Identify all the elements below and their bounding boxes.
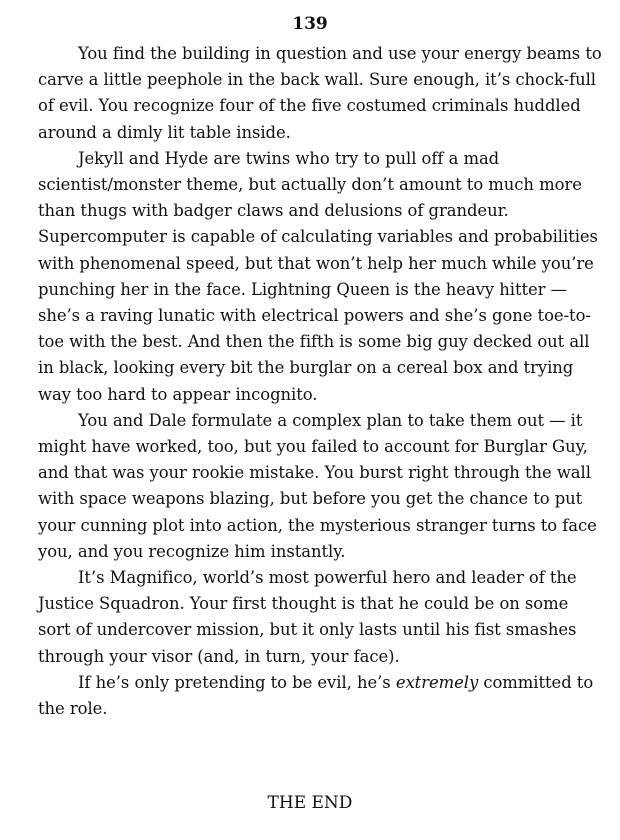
the-end-label: THE END [267, 793, 353, 813]
final-paragraph [38, 670, 604, 722]
final-paragraph-start: If he’s only pretending to be evil, he’s [78, 672, 396, 692]
page-number: 139 [292, 14, 328, 34]
paragraph: You and Dale formulate a complex plan to take them out — it might have worked, too, but you failed to account for Burglar Guy, and that was your rookie mistake. You burst right through the wall with space weapons blazing, but before you get the chance to put your cunning plot into action, the mysterious stranger turns to face you, and you recognize him instantly. [38, 410, 597, 561]
final-paragraph-end: committed to the role. [38, 672, 594, 719]
emphasized-word: extremely [395, 672, 479, 692]
paragraph: You find the building in question and use your energy beams to carve a little peephole in the back wall. Sure enough, it’s chock-full of evil. You recognize four of the five costumed criminals huddled around a dimly lit table inside. [38, 44, 602, 142]
paragraph: It’s Magnifico, world’s most powerful hero and leader of the Justice Squadron. Your first thought is that he could be on some sort of undercover mission, but it only lasts until his fist smashes through your visor (and, in turn, your face). [38, 568, 577, 666]
paragraph: Jekyll and Hyde are twins who try to pull off a mad scientist/monster theme, but actually don’t amount to much more than thugs with badger claws and delusions of grandeur. Supercomputer is capable of calculating variables and probabilities with phenomenal speed, but that won’t help her much while you’re punching her in the face. Lightning Queen is the heavy hitter — she’s a raving lunatic with electrical powers and she’s gone toe-to-toe with the best. And then the fifth is some big guy decked out all in black, looking every bit the burglar on a cereal box and trying way too hard to appear incognito. [38, 148, 598, 404]
story-text [38, 41, 604, 722]
